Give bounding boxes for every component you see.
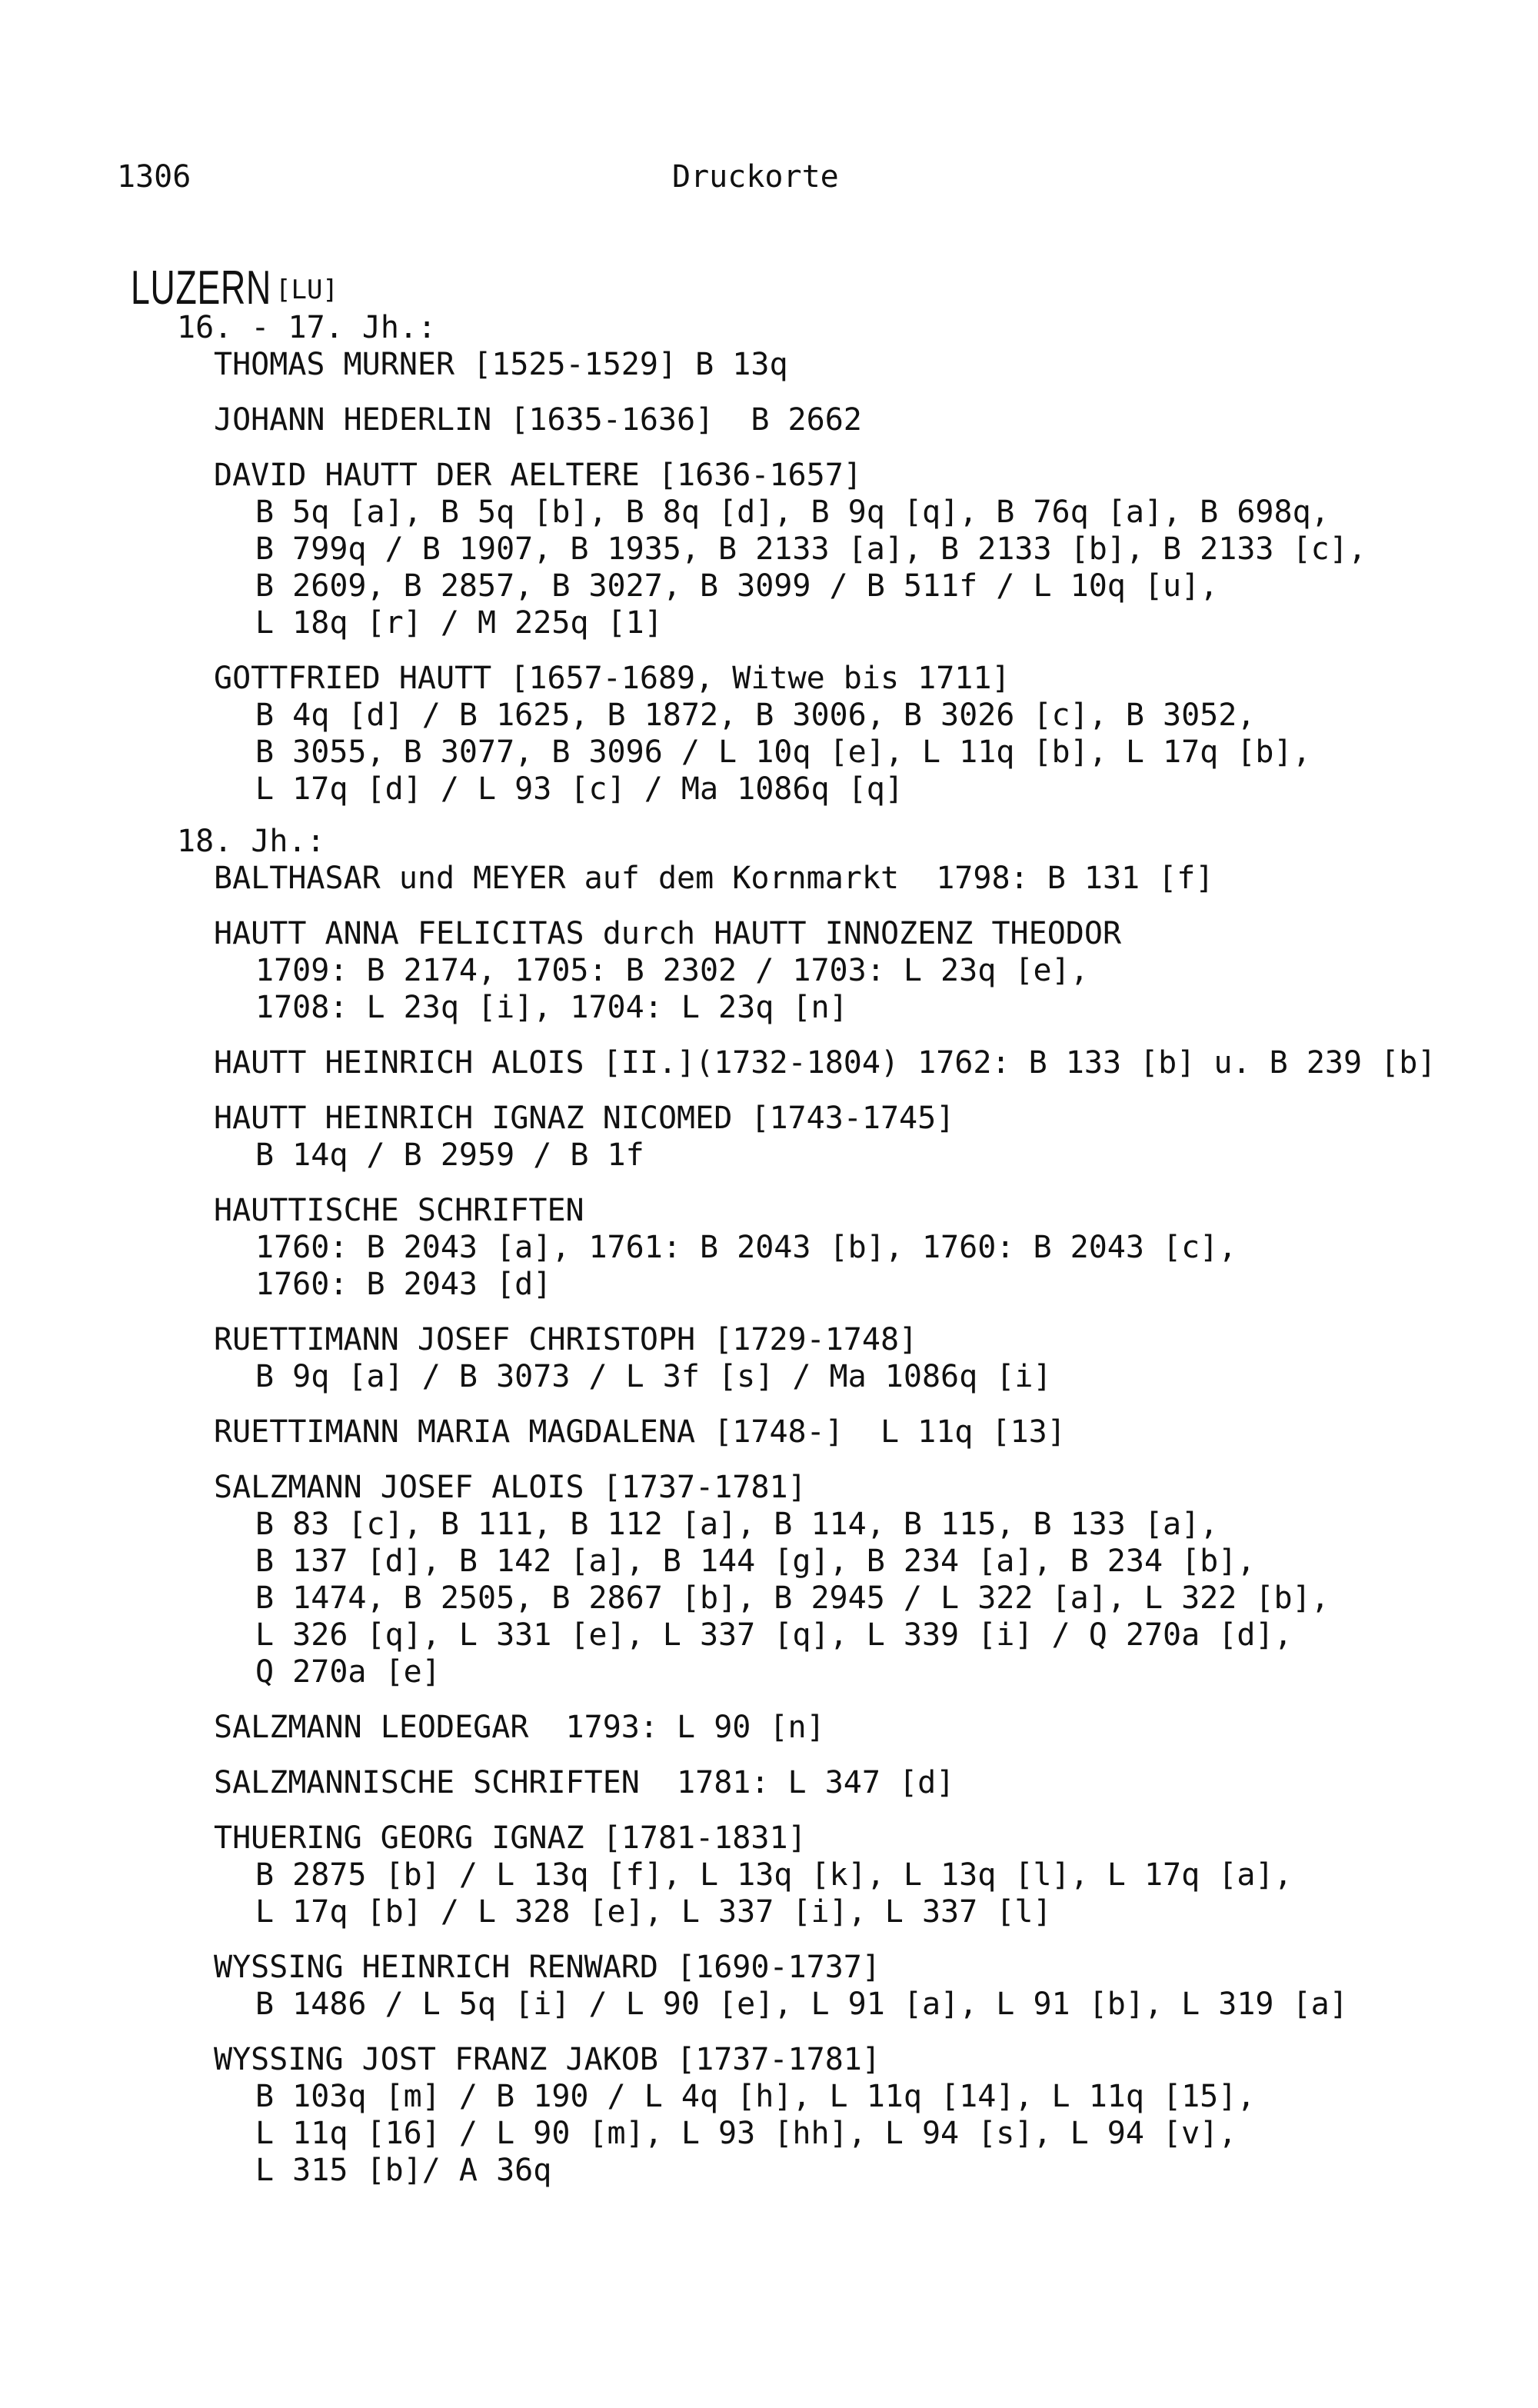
printer-entry <box>214 660 1515 808</box>
entry-reference-line: B 14q / B 2959 / B 1f <box>255 1137 644 1173</box>
printer-entry <box>214 1709 1515 1746</box>
printer-entry <box>214 860 1515 897</box>
place-code: [LU] <box>275 275 338 305</box>
entry-heading-line: RUETTIMANN MARIA MAGDALENA [1748-] L 11q [13] <box>214 1414 1066 1450</box>
entry-heading-line: DAVID HAUTT DER AELTERE [1636-1657] <box>214 458 862 493</box>
entry-heading-line: HAUTT HEINRICH IGNAZ NICOMED [1743-1745] <box>214 1101 955 1136</box>
entry-reference-line: L 315 [b]/ A 36q <box>255 2153 552 2188</box>
entry-reference-line: B 5q [a], B 5q [b], B 8q [d], B 9q [q], B 76q [a], B 698q, <box>255 495 1330 530</box>
running-title: Druckorte <box>672 159 839 195</box>
entry-heading-line: RUETTIMANN JOSEF CHRISTOPH [1729-1748] <box>214 1322 918 1357</box>
entry-reference-line: L 326 [q], L 331 [e], L 337 [q], L 339 [i] / Q 270a [d], <box>255 1617 1293 1653</box>
entry-heading-line: SALZMANN JOSEF ALOIS [1737-1781] <box>214 1470 807 1505</box>
page-number: 1306 <box>117 159 191 195</box>
entry-heading-line: HAUTT HEINRICH ALOIS [II.](1732-1804) 1762: B 133 [b] u. B 239 [b] <box>214 1045 1436 1081</box>
printer-entry <box>214 1414 1515 1450</box>
printer-entry <box>214 1764 1515 1801</box>
entry-reference-line: B 799q / B 1907, B 1935, B 2133 [a], B 2133 [b], B 2133 [c], <box>255 531 1367 567</box>
entry-reference-line: B 2609, B 2857, B 3027, B 3099 / B 511f / L 10q [u], <box>255 568 1219 604</box>
printer-entry <box>214 457 1515 641</box>
entry-heading-line: HAUTTISCHE SCHRIFTEN <box>214 1193 584 1228</box>
entry-heading-line: GOTTFRIED HAUTT [1657-1689, Witwe bis 1711] <box>214 661 1010 696</box>
entry-reference-line: B 1474, B 2505, B 2867 [b], B 2945 / L 322 [a], L 322 [b], <box>255 1580 1330 1616</box>
entry-reference-line: B 103q [m] / B 190 / L 4q [h], L 11q [14], L 11q [15], <box>255 2079 1256 2114</box>
printer-list <box>177 309 1515 2189</box>
printer-entry <box>214 1321 1515 1395</box>
entry-reference-line: B 137 [d], B 142 [a], B 144 [g], B 234 [a], B 234 [b], <box>255 1544 1256 1579</box>
printer-entry <box>214 915 1515 1026</box>
entry-reference-line: B 83 [c], B 111, B 112 [a], B 114, B 115, B 133 [a], <box>255 1507 1219 1542</box>
printer-entry <box>214 1469 1515 1690</box>
entry-heading-line: WYSSING HEINRICH RENWARD [1690-1737] <box>214 1950 881 1985</box>
printer-entry <box>214 1820 1515 1930</box>
entry-heading-line: JOHANN HEDERLIN [1635-1636] B 2662 <box>214 402 862 438</box>
entry-heading-line: BALTHASAR und MEYER auf dem Kornmarkt 1798: B 131 [f] <box>214 861 1214 896</box>
entry-list <box>177 860 1515 2189</box>
period-heading: 16. - 17. Jh.: <box>177 310 437 345</box>
entry-reference-line: B 4q [d] / B 1625, B 1872, B 3006, B 3026 [c], B 3052, <box>255 698 1256 733</box>
entry-heading-line: SALZMANN LEODEGAR 1793: L 90 [n] <box>214 1710 825 1745</box>
entry-heading-line: HAUTT ANNA FELICITAS durch HAUTT INNOZENZ THEODOR <box>214 916 1122 951</box>
entry-reference-line: 1709: B 2174, 1705: B 2302 / 1703: L 23q [e], <box>255 953 1089 988</box>
entry-reference-line: B 9q [a] / B 3073 / L 3f [s] / Ma 1086q [i] <box>255 1359 1052 1394</box>
entry-reference-line: B 1486 / L 5q [i] / L 90 [e], L 91 [a], L 91 [b], L 319 [a] <box>255 1987 1348 2022</box>
printer-entry <box>214 2041 1515 2189</box>
entry-reference-line: Q 270a [e] <box>255 1654 441 1690</box>
entry-reference-line: L 17q [d] / L 93 [c] / Ma 1086q [q] <box>255 771 904 807</box>
entry-reference-line: 1708: L 23q [i], 1704: L 23q [n] <box>255 990 848 1025</box>
entry-reference-line: B 3055, B 3077, B 3096 / L 10q [e], L 11q [b], L 17q [b], <box>255 734 1311 770</box>
printer-entry <box>214 1044 1515 1081</box>
running-head <box>117 158 1424 195</box>
printer-entry <box>214 1192 1515 1303</box>
printer-entry <box>214 401 1515 438</box>
entry-heading-line: THUERING GEORG IGNAZ [1781-1831] <box>214 1820 807 1856</box>
entry-heading-line: THOMAS MURNER [1525-1529] B 13q <box>214 347 788 382</box>
entry-reference-line: 1760: B 2043 [d] <box>255 1267 552 1302</box>
printer-entry <box>214 1949 1515 2023</box>
section-heading <box>131 261 338 315</box>
place-name: LUZERN <box>131 261 271 315</box>
entry-reference-line: L 11q [16] / L 90 [m], L 93 [hh], L 94 [s], L 94 [v], <box>255 2116 1237 2151</box>
entry-heading-line: SALZMANNISCHE SCHRIFTEN 1781: L 347 [d] <box>214 1765 955 1800</box>
printer-entry <box>214 346 1515 383</box>
entry-heading-line: WYSSING JOST FRANZ JAKOB [1737-1781] <box>214 2042 881 2077</box>
entry-list <box>177 346 1515 808</box>
printer-entry <box>214 1100 1515 1174</box>
entry-reference-line: B 2875 [b] / L 13q [f], L 13q [k], L 13q [l], L 17q [a], <box>255 1857 1293 1893</box>
period-heading: 18. Jh.: <box>177 824 325 859</box>
entry-reference-line: L 18q [r] / M 225q [1] <box>255 605 663 641</box>
entry-reference-line: L 17q [b] / L 328 [e], L 337 [i], L 337 [l] <box>255 1894 1052 1930</box>
entry-reference-line: 1760: B 2043 [a], 1761: B 2043 [b], 1760: B 2043 [c], <box>255 1230 1237 1265</box>
